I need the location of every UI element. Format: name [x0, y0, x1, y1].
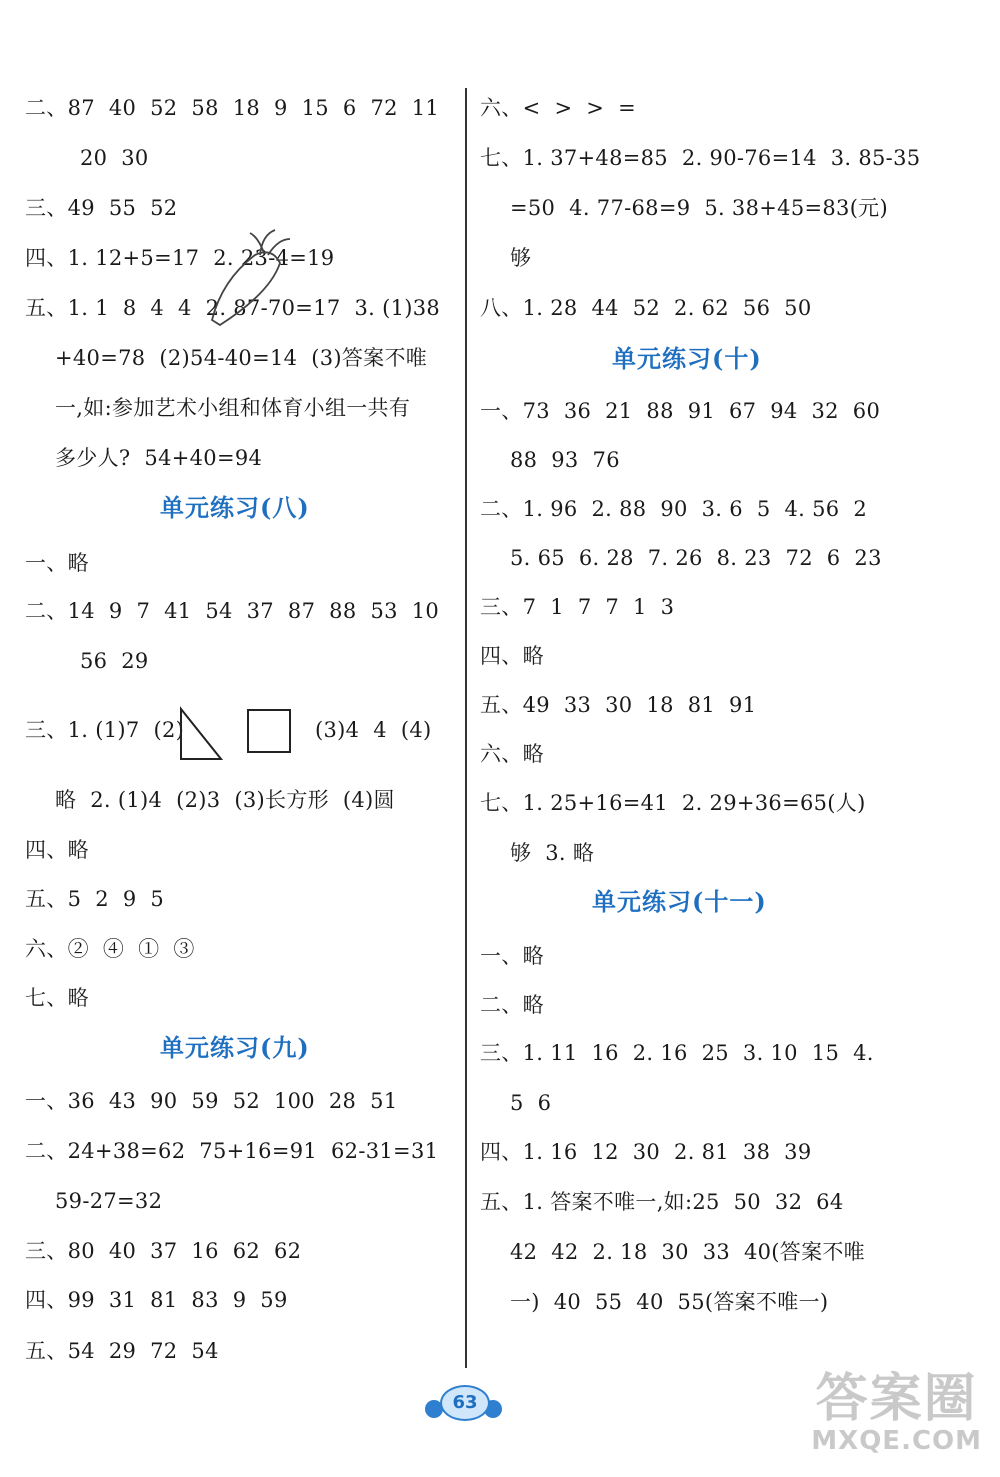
left-line: 三、1. (1)7 (2) [25, 718, 185, 742]
page-number: 63 [440, 1385, 490, 1421]
right-line: =50 4. 77-68=9 5. 38+45=83(元) [510, 196, 888, 220]
right-line: 一、73 36 21 88 91 67 94 32 60 [480, 399, 881, 423]
right-line: 七、1. 25+16=41 2. 29+36=65(人) [480, 791, 866, 815]
left-line: 七、略 [25, 986, 89, 1010]
right-line: 六、略 [480, 742, 544, 766]
right-line: 八、1. 28 44 52 2. 62 56 50 [480, 296, 812, 320]
right-line: 够 3. 略 [510, 841, 595, 865]
right-line: 四、1. 16 12 30 2. 81 38 39 [480, 1140, 812, 1164]
right-line: 88 93 76 [510, 448, 620, 472]
left-line: (3)4 4 (4) [315, 718, 432, 742]
left-line: 20 30 [80, 146, 149, 170]
left-line: 二、87 40 52 58 18 9 15 6 72 11 [25, 96, 440, 120]
right-line: 一) 40 55 40 55(答案不唯一) [510, 1290, 829, 1314]
left-line: 三、49 55 52 [25, 196, 178, 220]
right-line: 三、1. 11 16 2. 16 25 3. 10 15 4. [480, 1041, 874, 1065]
section-heading: 单元练习(十) [612, 344, 762, 373]
right-line: 5. 65 6. 28 7. 26 8. 23 72 6 23 [510, 546, 882, 570]
section-heading: 单元练习(九) [160, 1033, 310, 1062]
watermark-main: 答案圈 [815, 1369, 978, 1429]
section-heading: 单元练习(八) [160, 493, 310, 522]
left-line: 四、略 [25, 838, 89, 862]
right-line: 三、7 1 7 7 1 3 [480, 595, 675, 619]
right-line: 五、49 33 30 18 81 91 [480, 693, 757, 717]
left-line: 多少人? 54+40=94 [55, 446, 263, 470]
left-line: 59-27=32 [55, 1189, 163, 1213]
left-line: 六、② ④ ① ③ [25, 937, 195, 961]
left-line: 略 2. (1)4 (2)3 (3)长方形 (4)圆 [55, 788, 395, 812]
right-line: 二、1. 96 2. 88 90 3. 6 5 4. 56 2 [480, 497, 868, 521]
left-line: 一、36 43 90 59 52 100 28 51 [25, 1089, 398, 1113]
left-line: 四、99 31 81 83 9 59 [25, 1288, 288, 1312]
left-line: 一、略 [25, 551, 89, 575]
right-line: 六、< > > = [480, 96, 637, 120]
left-line: 二、14 9 7 41 54 37 87 88 53 10 [25, 599, 440, 623]
right-line: 够 [510, 246, 532, 270]
left-line: 56 29 [80, 649, 149, 673]
square-icon [246, 708, 292, 754]
right-triangle-icon [178, 706, 224, 762]
section-heading: 单元练习(十一) [592, 887, 767, 916]
left-line: 五、54 29 72 54 [25, 1339, 219, 1363]
watermark-sub: MXQE.COM [811, 1426, 982, 1456]
left-line: 五、1. 1 8 4 4 2. 87-70=17 3. (1)38 [25, 296, 441, 320]
right-line: 一、略 [480, 944, 544, 968]
right-line: 二、略 [480, 993, 544, 1017]
column-divider [465, 88, 467, 1368]
right-line: 5 6 [510, 1091, 552, 1115]
carrot-doodle-icon [200, 225, 295, 330]
watermark [811, 1371, 982, 1455]
left-line: +40=78 (2)54-40=14 (3)答案不唯 [55, 346, 428, 370]
left-line: 二、24+38=62 75+16=91 62-31=31 [25, 1139, 439, 1163]
left-line: 一,如:参加艺术小组和体育小组一共有 [55, 396, 411, 420]
right-line: 42 42 2. 18 30 33 40(答案不唯 [510, 1240, 865, 1264]
left-line: 五、5 2 9 5 [25, 887, 165, 911]
right-line: 七、1. 37+48=85 2. 90-76=14 3. 85-35 [480, 146, 921, 170]
left-line: 三、80 40 37 16 62 62 [25, 1239, 302, 1263]
left-line: 四、1. 12+5=17 2. 23-4=19 [25, 246, 335, 270]
right-line: 五、1. 答案不唯一,如:25 50 32 64 [480, 1190, 844, 1214]
right-line: 四、略 [480, 644, 544, 668]
